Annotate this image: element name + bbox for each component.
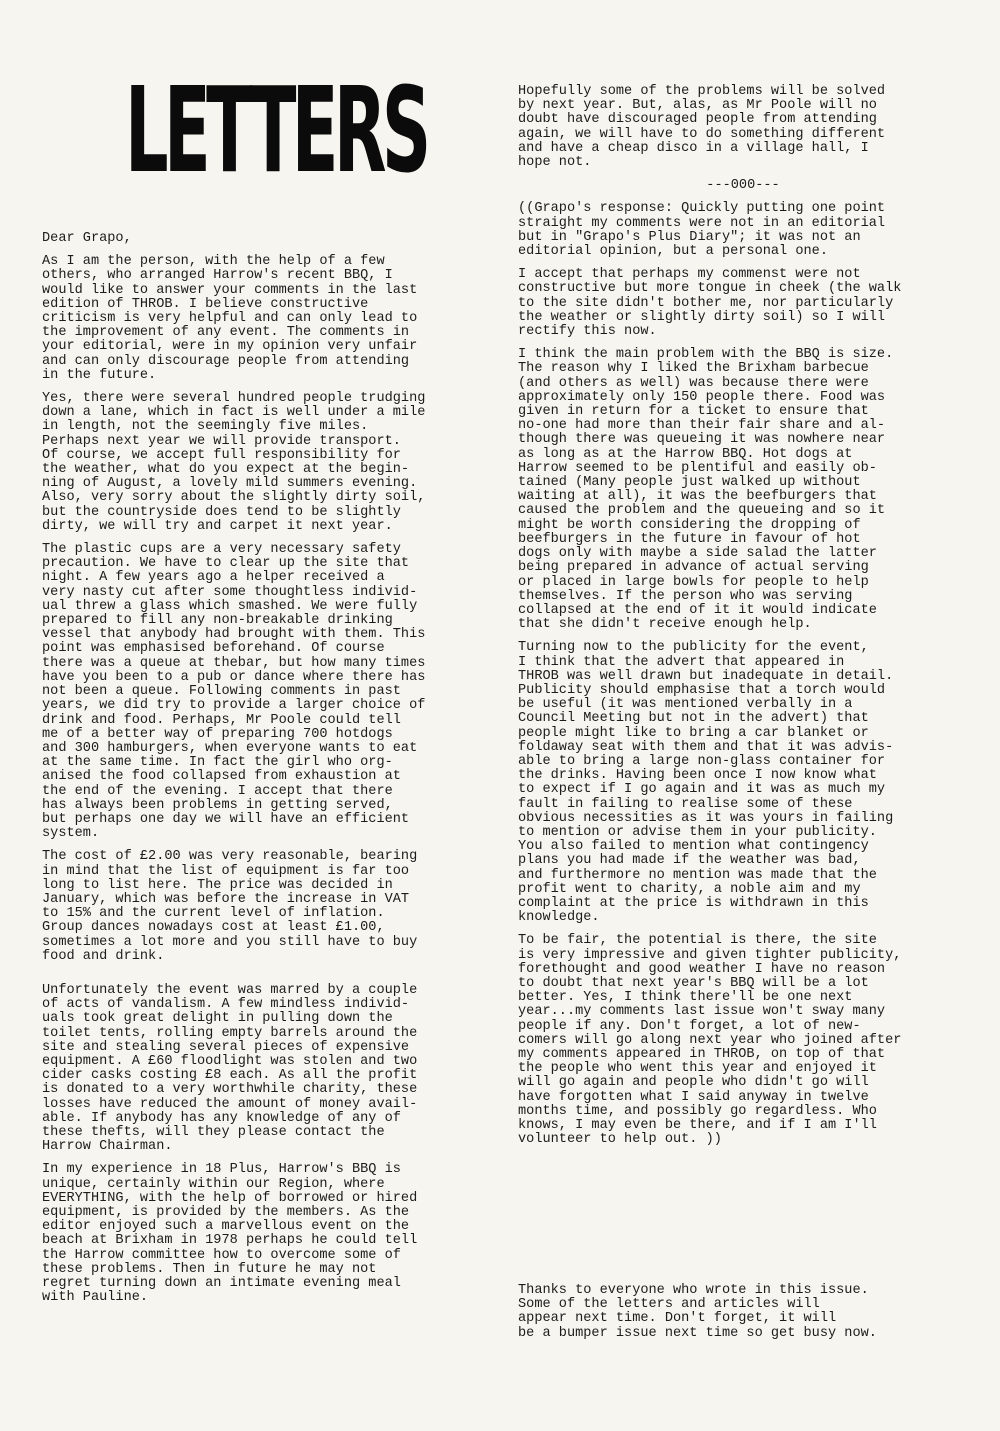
response-paragraph: To be fair, the potential is there, the site is very impressive and given tighter publicity, forethought and good weather I have no reason to doubt that next year's BBQ will be a lot better. Yes, I think there'll be one next year...my comments last issue won't sway many people if any. Don't forget, a lot of new- comers will go along next year who joined after my comments appeared in THROB, on top of that the people who went this year and enjoyed it will go again and people who didn't go will have forgotten what I said anyway in twelve months time, and possibly go regardless. Who knows, I may even be there, and if I am I'll volunteer to help out. )) — [518, 933, 902, 1148]
response-paragraph: Turning now to the publicity for the event, I think that the advert that appeared in THROB was well drawn but inadequate in detail. Publicity should emphasise that a torch would be useful (it was mentioned verbally in a Council Meeting but not in the advert) that people might like to bring a car blanket or foldaway seat with them and that it was advis- able to bring a large non-glass container for the drinks. Having been once I now know what to expect if I go again and it was as much my fault in failing to realise some of these obvious necessities as it was yours in failing to mention or advise them in your publicity. You also failed to mention what contingency plans you had made if the weather was bad, and furthermore no mention was made that the profit went to charity, a noble aim and my complaint at the price is withdrawn in this knowledge. — [518, 640, 894, 926]
letter-paragraph: In my experience in 18 Plus, Harrow's BBQ is unique, certainly within our Region, where EVERYTHING, with the help of borrowed or hired equipment, is provided by the members. As the editor enjoyed such a marvellous event on the beach at Brixham in 1978 perhaps he could tell the Harrow committee how to overcome some of these problems. Then in future he may not regret turning down an intimate evening meal with Pauline. — [42, 1162, 418, 1306]
letter-paragraph: Unfortunately the event was marred by a couple of acts of vandalism. A few mindless individ- uals took great delight in pulling down the toilet tents, rolling empty barrels around the site and stealing several pieces of expensive equipment. A £60 floodlight was stolen and two cider casks costing £8 each. As all the profit is donated to a very worthwhile charity, these losses have reduced the amount of money avail- able. If anybody has any knowledge of any of these thefts, will they please contact the Harrow Chairman. — [42, 982, 418, 1155]
response-paragraph: ((Grapo's response: Quickly putting one point straight my comments were not in an editorial but in "Grapo's Plus Diary"; it was not an editorial opinion, but a personal one. — [518, 201, 886, 260]
letter-salutation: Dear Grapo, — [42, 231, 132, 246]
response-paragraph: I accept that perhaps my commenst were not constructive but more tongue in cheek (the walk to the site didn't bother me, nor particularly the weather or slightly dirty soil) so I will rectify this now. — [518, 267, 902, 340]
response-paragraph: I think the main problem with the BBQ is size. The reason why I liked the Brixham barbecue (and others as well) was because there were approximately only 150 people there. Food was given in return for a ticket to ensure that no-one had more than their fair share and al- though there was queueing it was nowhere near as long as at the Harrow BBQ. Hot dogs at Harrow seemed to be plentiful and easily ob- tained (Many people just walked up without waiting at all), it was the beefburgers that caused the problem and the queueing and so it might be worth considering the dropping of beefburgers in the future in favour of hot dogs only with maybe a side salad the latter being prepared in advance of actual serving or placed in large bowls for people to help themselves. If the person who was serving collapsed at the end of it it would indicate that she didn't receive enough help. — [518, 347, 894, 633]
letter-paragraph: The plastic cups are a very necessary safety precaution. We have to clear up the site that night. A few years ago a helper received a very nasty cut after some thoughtless individ- ual threw a glass which smashed. We were fully prepared to fill any non-breakable drinking vessel that anybody had brought with them. This point was emphasised beforehand. Of course there was a queue at thebar, but how many times have you been to a pub or dance where there has not been a queue. Following comments in past years, we did try to provide a larger choice of drink and food. Perhaps, Mr Poole could tell me of a better way of preparing 700 hotdogs and 300 hamburgers, when everyone wants to eat at the same time. In fact the girl who org- anised the food collapsed from exhaustion at the end of the evening. I accept that there has always been problems in getting served, but perhaps one day we will have an efficient system. — [42, 542, 426, 842]
section-separator: ---000--- — [706, 178, 780, 194]
thanks-note: Thanks to everyone who wrote in this issue. Some of the letters and articles will appear next time. Don't forget, it will be a bumper issue next time so get busy now. — [518, 1283, 877, 1341]
letter-paragraph: Yes, there were several hundred people trudging down a lane, which in fact is well under a mile in length, not the seemingly five miles. Perhaps next year we will provide transport. Of course, we accept full responsibility for the weather, what do you expect at the begin- ning of August, a lovely mild summers evening. Also, very sorry about the slightly dirty soil, but the countryside does tend to be slightly dirty, we will try and carpet it next year. — [42, 391, 426, 534]
letter-column-left — [42, 232, 512, 1314]
masthead-title: LETTERS — [125, 61, 427, 199]
letter-paragraph: As I am the person, with the help of a few others, who arranged Harrow's recent BBQ, I would like to answer your comments in the last edition of THROB. I believe constructive criticism is very helpful and can only lead to the improvement of any event. The comments in your editorial, were in my opinion very unfair and can only discourage people from attending in the future. — [42, 254, 418, 383]
letter-column-right — [518, 85, 968, 1156]
letter-paragraph: Hopefully some of the problems will be solved by next year. But, alas, as Mr Poole will no doubt have discouraged people from attending again, we will have to do something different and have a cheap disco in a village hall, I hope not. — [518, 84, 886, 171]
letter-paragraph: The cost of £2.00 was very reasonable, bearing in mind that the list of equipment is far too long to list here. The price was decided in January, which was before the increase in VAT to 15% and the current level of inflation. Group dances nowadays cost at least £1.00, sometimes a lot more and you still have to buy food and drink. — [42, 849, 418, 964]
